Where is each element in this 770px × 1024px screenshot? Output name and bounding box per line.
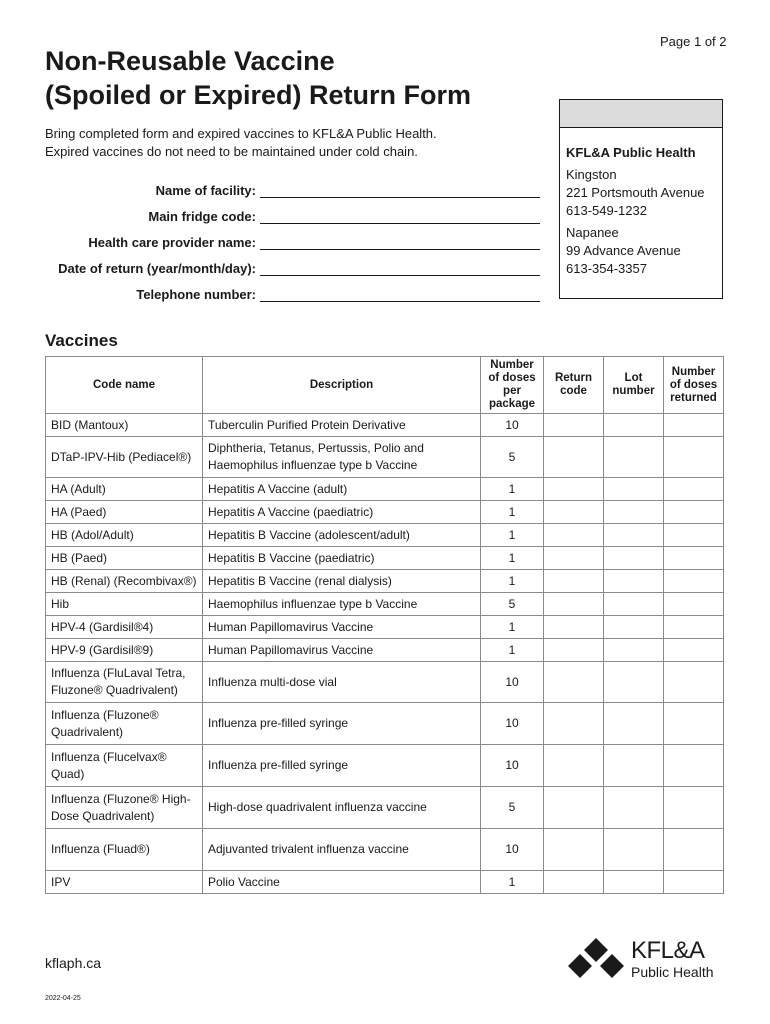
return-code-cell[interactable] bbox=[544, 593, 604, 616]
description-cell: Polio Vaccine bbox=[203, 871, 481, 894]
doses-returned-cell[interactable] bbox=[664, 703, 724, 745]
return-code-cell[interactable] bbox=[544, 501, 604, 524]
table-row bbox=[46, 437, 724, 478]
code-cell: Influenza (Fluzone® Quadrivalent) bbox=[46, 703, 203, 745]
code-cell: DTaP-IPV-Hib (Pediacel®) bbox=[46, 437, 203, 478]
table-row bbox=[46, 414, 724, 437]
facility-name-row bbox=[30, 178, 540, 198]
title-line-1: Non-Reusable Vaccine bbox=[45, 46, 335, 76]
doses-cell: 5 bbox=[481, 437, 544, 478]
code-cell: HB (Paed) bbox=[46, 547, 203, 570]
doses-cell: 1 bbox=[481, 547, 544, 570]
office-street: 99 Advance Avenue bbox=[566, 243, 681, 258]
facility-name-field[interactable] bbox=[260, 183, 540, 198]
doses-cell: 10 bbox=[481, 662, 544, 703]
doses-returned-cell[interactable] bbox=[664, 437, 724, 478]
table-body bbox=[46, 414, 724, 894]
fridge-code-row bbox=[30, 204, 540, 224]
office-street: 221 Portsmouth Avenue bbox=[566, 185, 705, 200]
table-row bbox=[46, 593, 724, 616]
lot-number-cell[interactable] bbox=[604, 524, 664, 547]
code-cell: HA (Adult) bbox=[46, 478, 203, 501]
code-cell: IPV bbox=[46, 871, 203, 894]
code-cell: Influenza (FluLaval Tetra, Fluzone® Quadrivalent) bbox=[46, 662, 203, 703]
return-code-cell[interactable] bbox=[544, 639, 604, 662]
lot-number-cell[interactable] bbox=[604, 871, 664, 894]
return-code-cell[interactable] bbox=[544, 478, 604, 501]
form-title bbox=[45, 44, 471, 112]
return-code-cell[interactable] bbox=[544, 787, 604, 829]
description-cell: Human Papillomavirus Vaccine bbox=[203, 639, 481, 662]
doses-returned-cell[interactable] bbox=[664, 829, 724, 871]
return-code-cell[interactable] bbox=[544, 524, 604, 547]
office-city: Napanee bbox=[566, 225, 619, 240]
provider-name-row bbox=[30, 230, 540, 250]
doses-cell: 1 bbox=[481, 871, 544, 894]
col-description: Description bbox=[203, 357, 481, 414]
doses-returned-cell[interactable] bbox=[664, 639, 724, 662]
intro-line-2: Expired vaccines do not need to be maintained under cold chain. bbox=[45, 144, 418, 159]
doses-returned-cell[interactable] bbox=[664, 547, 724, 570]
footer-website: kflaph.ca bbox=[45, 955, 102, 971]
doses-returned-cell[interactable] bbox=[664, 501, 724, 524]
intro-line-1: Bring completed form and expired vaccines to KFL&A Public Health. bbox=[45, 126, 437, 141]
doses-cell: 10 bbox=[481, 414, 544, 437]
col-lot-number: Lot number bbox=[604, 357, 664, 414]
provider-name-field[interactable] bbox=[260, 235, 540, 250]
return-code-cell[interactable] bbox=[544, 414, 604, 437]
return-code-cell[interactable] bbox=[544, 703, 604, 745]
lot-number-cell[interactable] bbox=[604, 616, 664, 639]
col-return-code: Return code bbox=[544, 357, 604, 414]
code-cell: HB (Adol/Adult) bbox=[46, 524, 203, 547]
lot-number-cell[interactable] bbox=[604, 414, 664, 437]
table-row bbox=[46, 662, 724, 703]
table-row bbox=[46, 547, 724, 570]
table-row bbox=[46, 829, 724, 871]
description-cell: Hepatitis B Vaccine (renal dialysis) bbox=[203, 570, 481, 593]
return-code-cell[interactable] bbox=[544, 829, 604, 871]
lot-number-cell[interactable] bbox=[604, 478, 664, 501]
description-cell: Adjuvanted trivalent influenza vaccine bbox=[203, 829, 481, 871]
code-cell: HB (Renal) (Recombivax®) bbox=[46, 570, 203, 593]
return-code-cell[interactable] bbox=[544, 570, 604, 593]
table-row bbox=[46, 524, 724, 547]
description-cell: High-dose quadrivalent influenza vaccine bbox=[203, 787, 481, 829]
code-cell: HPV-4 (Gardisil®4) bbox=[46, 616, 203, 639]
doses-cell: 10 bbox=[481, 745, 544, 787]
table-row bbox=[46, 616, 724, 639]
code-cell: HPV-9 (Gardisil®9) bbox=[46, 639, 203, 662]
return-code-cell[interactable] bbox=[544, 745, 604, 787]
lot-number-cell[interactable] bbox=[604, 703, 664, 745]
description-cell: Influenza pre-filled syringe bbox=[203, 745, 481, 787]
telephone-label: Telephone number: bbox=[136, 287, 256, 302]
return-date-field[interactable] bbox=[260, 261, 540, 276]
office-napanee bbox=[560, 224, 722, 278]
lot-number-cell[interactable] bbox=[604, 662, 664, 703]
return-code-cell[interactable] bbox=[544, 616, 604, 639]
title-line-2: (Spoiled or Expired) Return Form bbox=[45, 80, 472, 110]
return-date-label: Date of return (year/month/day): bbox=[58, 261, 256, 276]
doses-returned-cell[interactable] bbox=[664, 570, 724, 593]
doses-cell: 1 bbox=[481, 639, 544, 662]
intro-text bbox=[45, 125, 437, 161]
page-number: Page 1 of 2 bbox=[660, 34, 727, 49]
doses-cell: 1 bbox=[481, 616, 544, 639]
footer-date: 2022-04-25 bbox=[45, 995, 81, 1002]
doses-returned-cell[interactable] bbox=[664, 871, 724, 894]
table-row bbox=[46, 478, 724, 501]
lot-number-cell[interactable] bbox=[604, 829, 664, 871]
description-cell: Tuberculin Purified Protein Derivative bbox=[203, 414, 481, 437]
doses-cell: 10 bbox=[481, 703, 544, 745]
code-cell: Influenza (Fluzone® High-Dose Quadrivalent) bbox=[46, 787, 203, 829]
doses-cell: 1 bbox=[481, 524, 544, 547]
lot-number-cell[interactable] bbox=[604, 501, 664, 524]
doses-returned-cell[interactable] bbox=[664, 662, 724, 703]
doses-cell: 1 bbox=[481, 570, 544, 593]
doses-cell: 1 bbox=[481, 501, 544, 524]
doses-returned-cell[interactable] bbox=[664, 524, 724, 547]
doses-cell: 5 bbox=[481, 593, 544, 616]
doses-returned-cell[interactable] bbox=[664, 478, 724, 501]
office-kingston bbox=[560, 166, 722, 220]
lot-number-cell[interactable] bbox=[604, 593, 664, 616]
description-cell: Diphtheria, Tetanus, Pertussis, Polio and Haemophilus influenzae type b Vaccine bbox=[203, 437, 481, 478]
telephone-field[interactable] bbox=[260, 287, 540, 302]
code-cell: Hib bbox=[46, 593, 203, 616]
code-cell: HA (Paed) bbox=[46, 501, 203, 524]
return-code-cell[interactable] bbox=[544, 437, 604, 478]
kfla-logo-mark-icon bbox=[565, 936, 627, 980]
office-info-box bbox=[559, 99, 723, 299]
logo-brand-text: KFL&A bbox=[631, 937, 705, 964]
table-row bbox=[46, 639, 724, 662]
col-doses-per-package: Number of doses per package bbox=[481, 357, 544, 414]
fridge-code-label: Main fridge code: bbox=[148, 209, 256, 224]
return-code-cell[interactable] bbox=[544, 547, 604, 570]
code-cell: Influenza (Flucelvax® Quad) bbox=[46, 745, 203, 787]
description-cell: Influenza multi-dose vial bbox=[203, 662, 481, 703]
table-row bbox=[46, 501, 724, 524]
office-city: Kingston bbox=[566, 167, 617, 182]
lot-number-cell[interactable] bbox=[604, 547, 664, 570]
doses-returned-cell[interactable] bbox=[664, 616, 724, 639]
fridge-code-field[interactable] bbox=[260, 209, 540, 224]
office-phone: 613-549-1232 bbox=[566, 203, 647, 218]
table-row bbox=[46, 787, 724, 829]
doses-returned-cell[interactable] bbox=[664, 593, 724, 616]
doses-cell: 1 bbox=[481, 478, 544, 501]
table-row bbox=[46, 745, 724, 787]
vaccines-section-title: Vaccines bbox=[45, 331, 118, 350]
col-code-name: Code name bbox=[46, 357, 203, 414]
provider-name-label: Health care provider name: bbox=[88, 235, 256, 250]
description-cell: Hepatitis A Vaccine (paediatric) bbox=[203, 501, 481, 524]
table-header-row bbox=[46, 357, 724, 414]
doses-cell: 10 bbox=[481, 829, 544, 871]
doses-cell: 5 bbox=[481, 787, 544, 829]
office-phone: 613-354-3357 bbox=[566, 261, 647, 276]
description-cell: Haemophilus influenzae type b Vaccine bbox=[203, 593, 481, 616]
description-cell: Influenza pre-filled syringe bbox=[203, 703, 481, 745]
code-cell: Influenza (Fluad®) bbox=[46, 829, 203, 871]
doses-returned-cell[interactable] bbox=[664, 787, 724, 829]
description-cell: Hepatitis A Vaccine (adult) bbox=[203, 478, 481, 501]
return-date-row bbox=[30, 256, 540, 276]
facility-name-label: Name of facility: bbox=[155, 183, 256, 198]
telephone-row bbox=[30, 282, 540, 302]
table-row bbox=[46, 570, 724, 593]
code-cell: BID (Mantoux) bbox=[46, 414, 203, 437]
lot-number-cell[interactable] bbox=[604, 437, 664, 478]
vaccines-table bbox=[45, 356, 724, 894]
lot-number-cell[interactable] bbox=[604, 745, 664, 787]
description-cell: Hepatitis B Vaccine (paediatric) bbox=[203, 547, 481, 570]
lot-number-cell[interactable] bbox=[604, 787, 664, 829]
office-org-name: KFL&A Public Health bbox=[566, 145, 696, 160]
lot-number-cell[interactable] bbox=[604, 570, 664, 593]
kfla-logo bbox=[565, 936, 730, 984]
table-row bbox=[46, 871, 724, 894]
return-code-cell[interactable] bbox=[544, 871, 604, 894]
description-cell: Hepatitis B Vaccine (adolescent/adult) bbox=[203, 524, 481, 547]
office-box-header bbox=[560, 100, 722, 128]
return-code-cell[interactable] bbox=[544, 662, 604, 703]
table-row bbox=[46, 703, 724, 745]
col-doses-returned: Number of doses returned bbox=[664, 357, 724, 414]
logo-subtitle-text: Public Health bbox=[631, 964, 714, 980]
description-cell: Human Papillomavirus Vaccine bbox=[203, 616, 481, 639]
lot-number-cell[interactable] bbox=[604, 639, 664, 662]
doses-returned-cell[interactable] bbox=[664, 414, 724, 437]
doses-returned-cell[interactable] bbox=[664, 745, 724, 787]
